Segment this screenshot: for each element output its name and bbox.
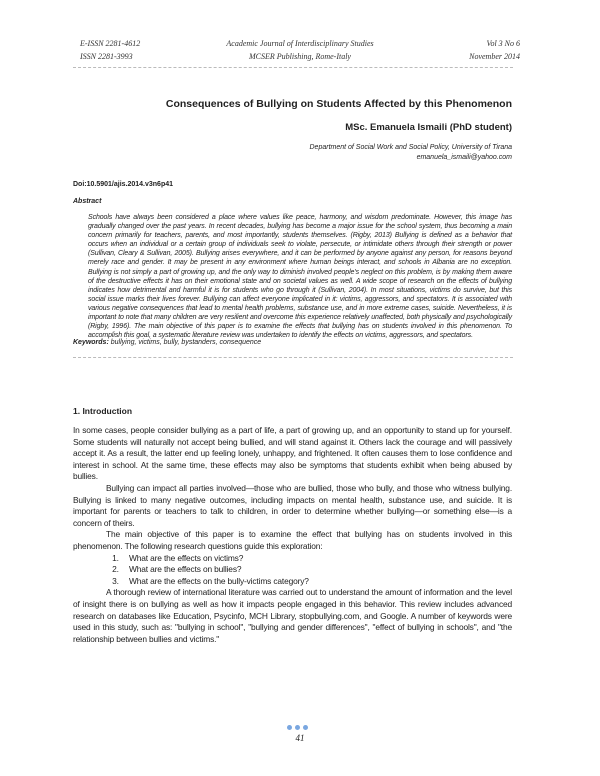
page-number: 41	[295, 733, 305, 743]
paragraph: The main objective of this paper is to examine the effect that bullying has on students involved in this phenomenon. The following research questions guide this exploration:	[73, 529, 512, 551]
keywords-value: bullying, victims, bully, bystanders, consequence	[110, 339, 262, 346]
keywords	[73, 339, 261, 346]
introduction-body	[73, 425, 512, 645]
issue-block	[400, 37, 520, 63]
research-questions-list	[73, 553, 512, 588]
page-ornament-icon	[287, 725, 308, 730]
abstract-text: Schools have always been considered a place where values like peace, harmony, and wisdom predominate. However, this image has gradually changed over the past years. In recent decades, bullying has become a major issue for the school system, thus becoming a main concern primarily for teachers, parents, and most importantly, students themselves. (Rigby, 2013) Bullying is defined as a behavior that occurs when an individual or a certain group of individuals seek to violate, persecute, or intimidate others through their strength or power (Sullivan, Cleary & Sullivan, 2005). Bullying arises everywhere, and it can be performed by anyone against any person, for reasons beyond merely race and gender. It may be present in any environment where human beings interact, and schools in Albania are no exception. Bullying is not simply a part of growing up, and the only way to diminish involved people's neglect on this problem, is by making them aware of the destructive effects it has on their emotional state and on societal values as well. A wide scope of research on the effects of bullying indicates how detrimental and harmful it is for students who go through it (Sullivan, 2004). In most situations, victims do survive, but this social issue marks their lives forever. Bullying can affect everyone implicated in it: victims, aggressors, and spectators. It is associated with various negative consequences that lead to mental health problems, substance use, and in more extreme cases, suicide. Nevertheless, it is important to note that many children are very resilient and overcome this experience relatively unaffected, both physically and psychologically (Rigby, 1996). The main objective of this paper is to examine the effects that bullying has on students involved in this phenomenon. To accomplish this goal, a systematic literature review was undertaken to identify the effects on victims, aggressors, and spectators.	[88, 214, 512, 340]
section-heading-introduction: 1. Introduction	[73, 406, 133, 416]
abstract-heading: Abstract	[73, 198, 102, 205]
doi[interactable]: Doi:10.5901/ajis.2014.v3n6p41	[73, 181, 174, 188]
publisher: MCSER Publishing, Rome-Italy	[249, 52, 351, 61]
paragraph: Bullying can impact all parties involved—those who are bullied, those who bully, and those who witness bullying. Bullying is linked to many negative outcomes, including impacts on mental health, substance use, and suicide. It is important for parents or teachers to talk to children, in order to determine whether bullying—or something else—is a concern of theirs.	[73, 482, 512, 528]
volume: Vol 3 No 6	[486, 39, 520, 48]
journal-name: Academic Journal of Interdisciplinary Studies	[226, 39, 374, 48]
eissn: E-ISSN 2281-4612	[80, 39, 141, 48]
list-item: 1. What are the effects on victims?	[121, 553, 512, 565]
issue-date: November 2014	[469, 52, 520, 61]
issn: ISSN 2281-3993	[80, 52, 133, 61]
paragraph: In some cases, people consider bullying as a part of life, a part of growing up, and an opportunity to stand up for yourself. Some students will naturally not accept being bullied, and will stand against it. Others lack the courage and will passively accept it. As a result, the latter end up feeling lonely, unhappy, and frightened. It often causes them to lose confidence and interest in school. At the same time, these effects may also be symptoms that students exhibit when being abused by bullies.	[73, 425, 512, 482]
affiliation: Department of Social Work and Social Policy, University of Tirana	[309, 144, 512, 151]
issn-block	[80, 37, 140, 63]
list-item: 2. What are the effects on bullies?	[121, 564, 512, 576]
article-title: Consequences of Bullying on Students Affected by this Phenomenon	[165, 98, 512, 110]
list-item: 3. What are the effects on the bully-victims category?	[121, 576, 512, 588]
author-email[interactable]: emanuela_ismaili@yahoo.com	[416, 154, 512, 161]
author-name: MSc. Emanuela Ismaili (PhD student)	[345, 122, 512, 133]
paragraph: A thorough review of international literature was carried out to understand the amount of information and the level of insight there is on bullying as well as how it impacts people engaged in this behavior. This review includes advanced research on databases like Education, Psycinfo, MCH Library, stopbullying.com, and Google. A number of keywords were used in this study, such as: "bullying in school", "bullying and gender differences", "effect of bullying in schools", and "the relationship between bullies and victims."	[73, 587, 512, 644]
abstract-divider	[73, 357, 513, 358]
keywords-label: Keywords:	[73, 339, 109, 346]
affiliation-block	[200, 143, 512, 163]
header-divider	[73, 67, 513, 68]
